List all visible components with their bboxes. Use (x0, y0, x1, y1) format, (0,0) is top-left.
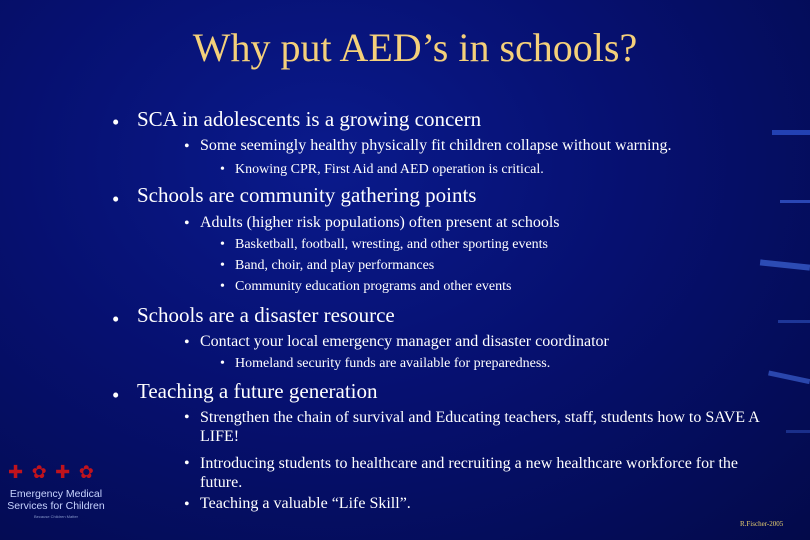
bullet-dot-icon: • (220, 162, 225, 177)
bullet-dot-icon: • (184, 409, 190, 426)
bullet-dot-icon: • (112, 383, 120, 407)
bullet-l1: Schools are a disaster resource (137, 303, 395, 327)
bullet-l1: SCA in adolescents is a growing concern (137, 107, 482, 131)
slide-title: Why put AED’s in schools? (192, 25, 638, 70)
emsc-logo (6, 462, 108, 524)
bullet-dot-icon: • (112, 307, 120, 331)
bullet-l1: Teaching a future generation (137, 379, 378, 403)
bullet-l2: Teaching a valuable “Life Skill”. (200, 495, 411, 512)
bullet-dot-icon: • (184, 215, 190, 232)
bullet-l2: Some seemingly healthy physically fit children collapse without warning. (200, 137, 672, 154)
bullet-l3: Basketball, football, wresting, and other sporting events (235, 237, 548, 252)
bullet-l3: Band, choir, and play performances (235, 258, 435, 273)
logo-line1: Emergency Medical (9, 488, 103, 500)
bullet-l1: Schools are community gathering points (137, 183, 477, 207)
bullet-dot-icon: • (184, 334, 190, 351)
bullet-l2: Adults (higher risk populations) often present at schools (200, 214, 560, 231)
bullet-dot-icon: • (220, 279, 225, 294)
bullet-l2: Strengthen the chain of survival and Educating teachers, staff, students how to SAVE A LIFE! (200, 409, 759, 445)
bullet-dot-icon: • (220, 237, 225, 252)
bullet-l3: Knowing CPR, First Aid and AED operation is critical. (235, 162, 544, 177)
bullet-dot-icon: • (184, 455, 190, 472)
bullet-dot-icon: • (112, 187, 120, 211)
bullet-l3: Homeland security funds are available for preparedness. (235, 356, 551, 371)
bullet-l3: Community education programs and other events (235, 279, 512, 294)
bullet-dot-icon: • (184, 496, 190, 513)
emsc-emblem-icon: ✚ ✿ ✚ ✿ (8, 462, 96, 482)
logo-line2: Services for Children (7, 500, 105, 512)
bullet-dot-icon: • (184, 138, 190, 155)
author-credit: R.Fischer-2005 (740, 520, 784, 528)
bullet-dot-icon: • (220, 258, 225, 273)
bullet-dot-icon: • (112, 110, 120, 134)
bullet-l2: Contact your local emergency manager and disaster coordinator (200, 333, 609, 350)
bullet-l2: Introducing students to healthcare and recruiting a new healthcare workforce for the future. (200, 455, 738, 491)
logo-tagline: Because Children Matter (33, 514, 79, 519)
bullet-dot-icon: • (220, 356, 225, 371)
logo-text (6, 488, 106, 512)
